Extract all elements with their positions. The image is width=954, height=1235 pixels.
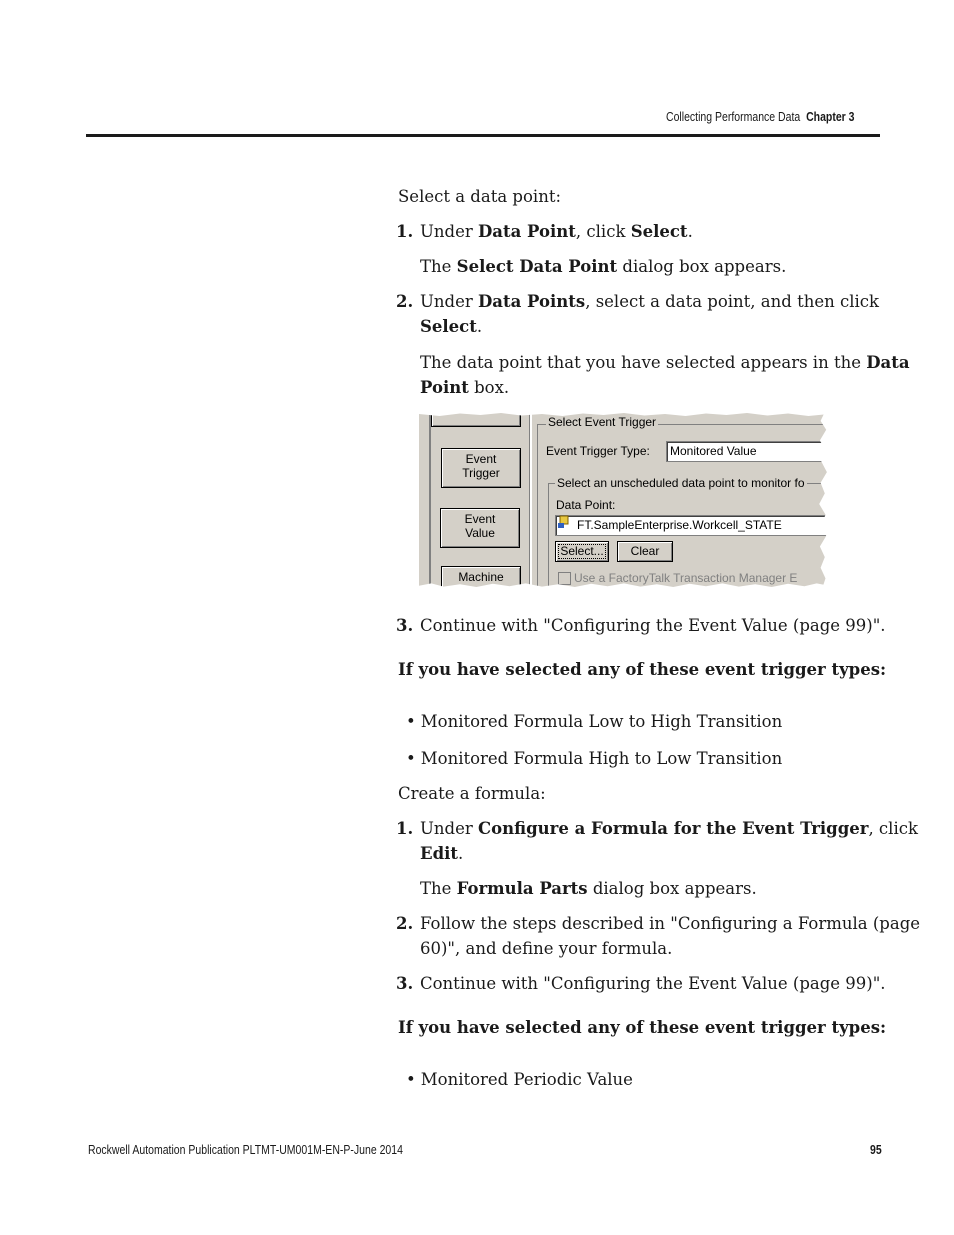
footer-publication: Rockwell Automation Publication PLTMT-UM001M-EN-P-June 2014 — [88, 1143, 403, 1157]
create-formula-intro: Create a formula: — [398, 784, 546, 803]
select-button[interactable]: Select... — [555, 541, 609, 562]
step-3-text: Continue with "Configuring the Event Value (page 99)". — [420, 616, 886, 635]
machine-button[interactable]: Machine — [441, 566, 521, 589]
step-number: 2. — [396, 292, 414, 311]
header-rule — [86, 134, 880, 137]
transaction-manager-checkbox[interactable] — [558, 572, 571, 585]
event-trigger-type-select[interactable]: Monitored Value — [666, 441, 829, 462]
step-2-text: Under Data Points, select a data point, and then click Select. — [420, 292, 879, 336]
step-number: 3. — [396, 974, 414, 993]
group-title: Select Event Trigger — [548, 415, 657, 429]
list-item: • Monitored Periodic Value — [406, 1067, 633, 1092]
step-number: 1. — [396, 819, 414, 838]
left-button-panel — [419, 412, 529, 589]
page-number: 95 — [870, 1143, 882, 1157]
event-value-button[interactable]: Event Value — [440, 508, 520, 548]
running-header — [666, 110, 855, 124]
clear-button[interactable]: Clear — [617, 541, 673, 562]
trigger-types-heading: If you have selected any of these event trigger types: — [398, 1018, 887, 1037]
data-point-label: Data Point: — [556, 498, 616, 512]
step-number: 1. — [396, 222, 414, 241]
select-event-trigger-screenshot — [419, 412, 829, 589]
event-trigger-type-label: Event Trigger Type: — [546, 444, 650, 458]
step-2-result: The data point that you have selected appears in the Data Point box. — [420, 353, 910, 397]
step-1-text: Under Data Point, click Select. — [420, 222, 693, 241]
subgroup-title: Select an unscheduled data point to monitor fo — [557, 476, 805, 490]
select-data-point-intro: Select a data point: — [398, 187, 562, 206]
header-chapter: Chapter 3 — [806, 110, 855, 124]
formula-step-2-text: Follow the steps described in "Configuring a Formula (page 60)", and define your formula. — [420, 914, 921, 958]
step-number: 2. — [396, 914, 414, 933]
data-point-tag-icon — [557, 515, 571, 529]
trigger-types-heading: If you have selected any of these event trigger types: — [398, 660, 887, 679]
step-number: 3. — [396, 616, 414, 635]
data-point-field[interactable]: FT.SampleEnterprise.Workcell_STATE — [555, 515, 829, 536]
list-item: • Monitored Formula Low to High Transition — [406, 709, 782, 734]
event-trigger-button[interactable]: Event Trigger — [441, 448, 521, 488]
formula-step-1-result: The Formula Parts dialog box appears. — [420, 879, 757, 898]
header-section-title: Collecting Performance Data — [666, 110, 801, 124]
step-1-result: The Select Data Point dialog box appears. — [420, 257, 787, 276]
list-item: • Monitored Formula High to Low Transition — [406, 746, 782, 771]
formula-step-1-text: Under Configure a Formula for the Event Trigger, click Edit. — [420, 819, 918, 863]
transaction-manager-label: Use a FactoryTalk Transaction Manager E — [574, 571, 798, 585]
formula-step-3-text: Continue with "Configuring the Event Value (page 99)". — [420, 974, 886, 993]
